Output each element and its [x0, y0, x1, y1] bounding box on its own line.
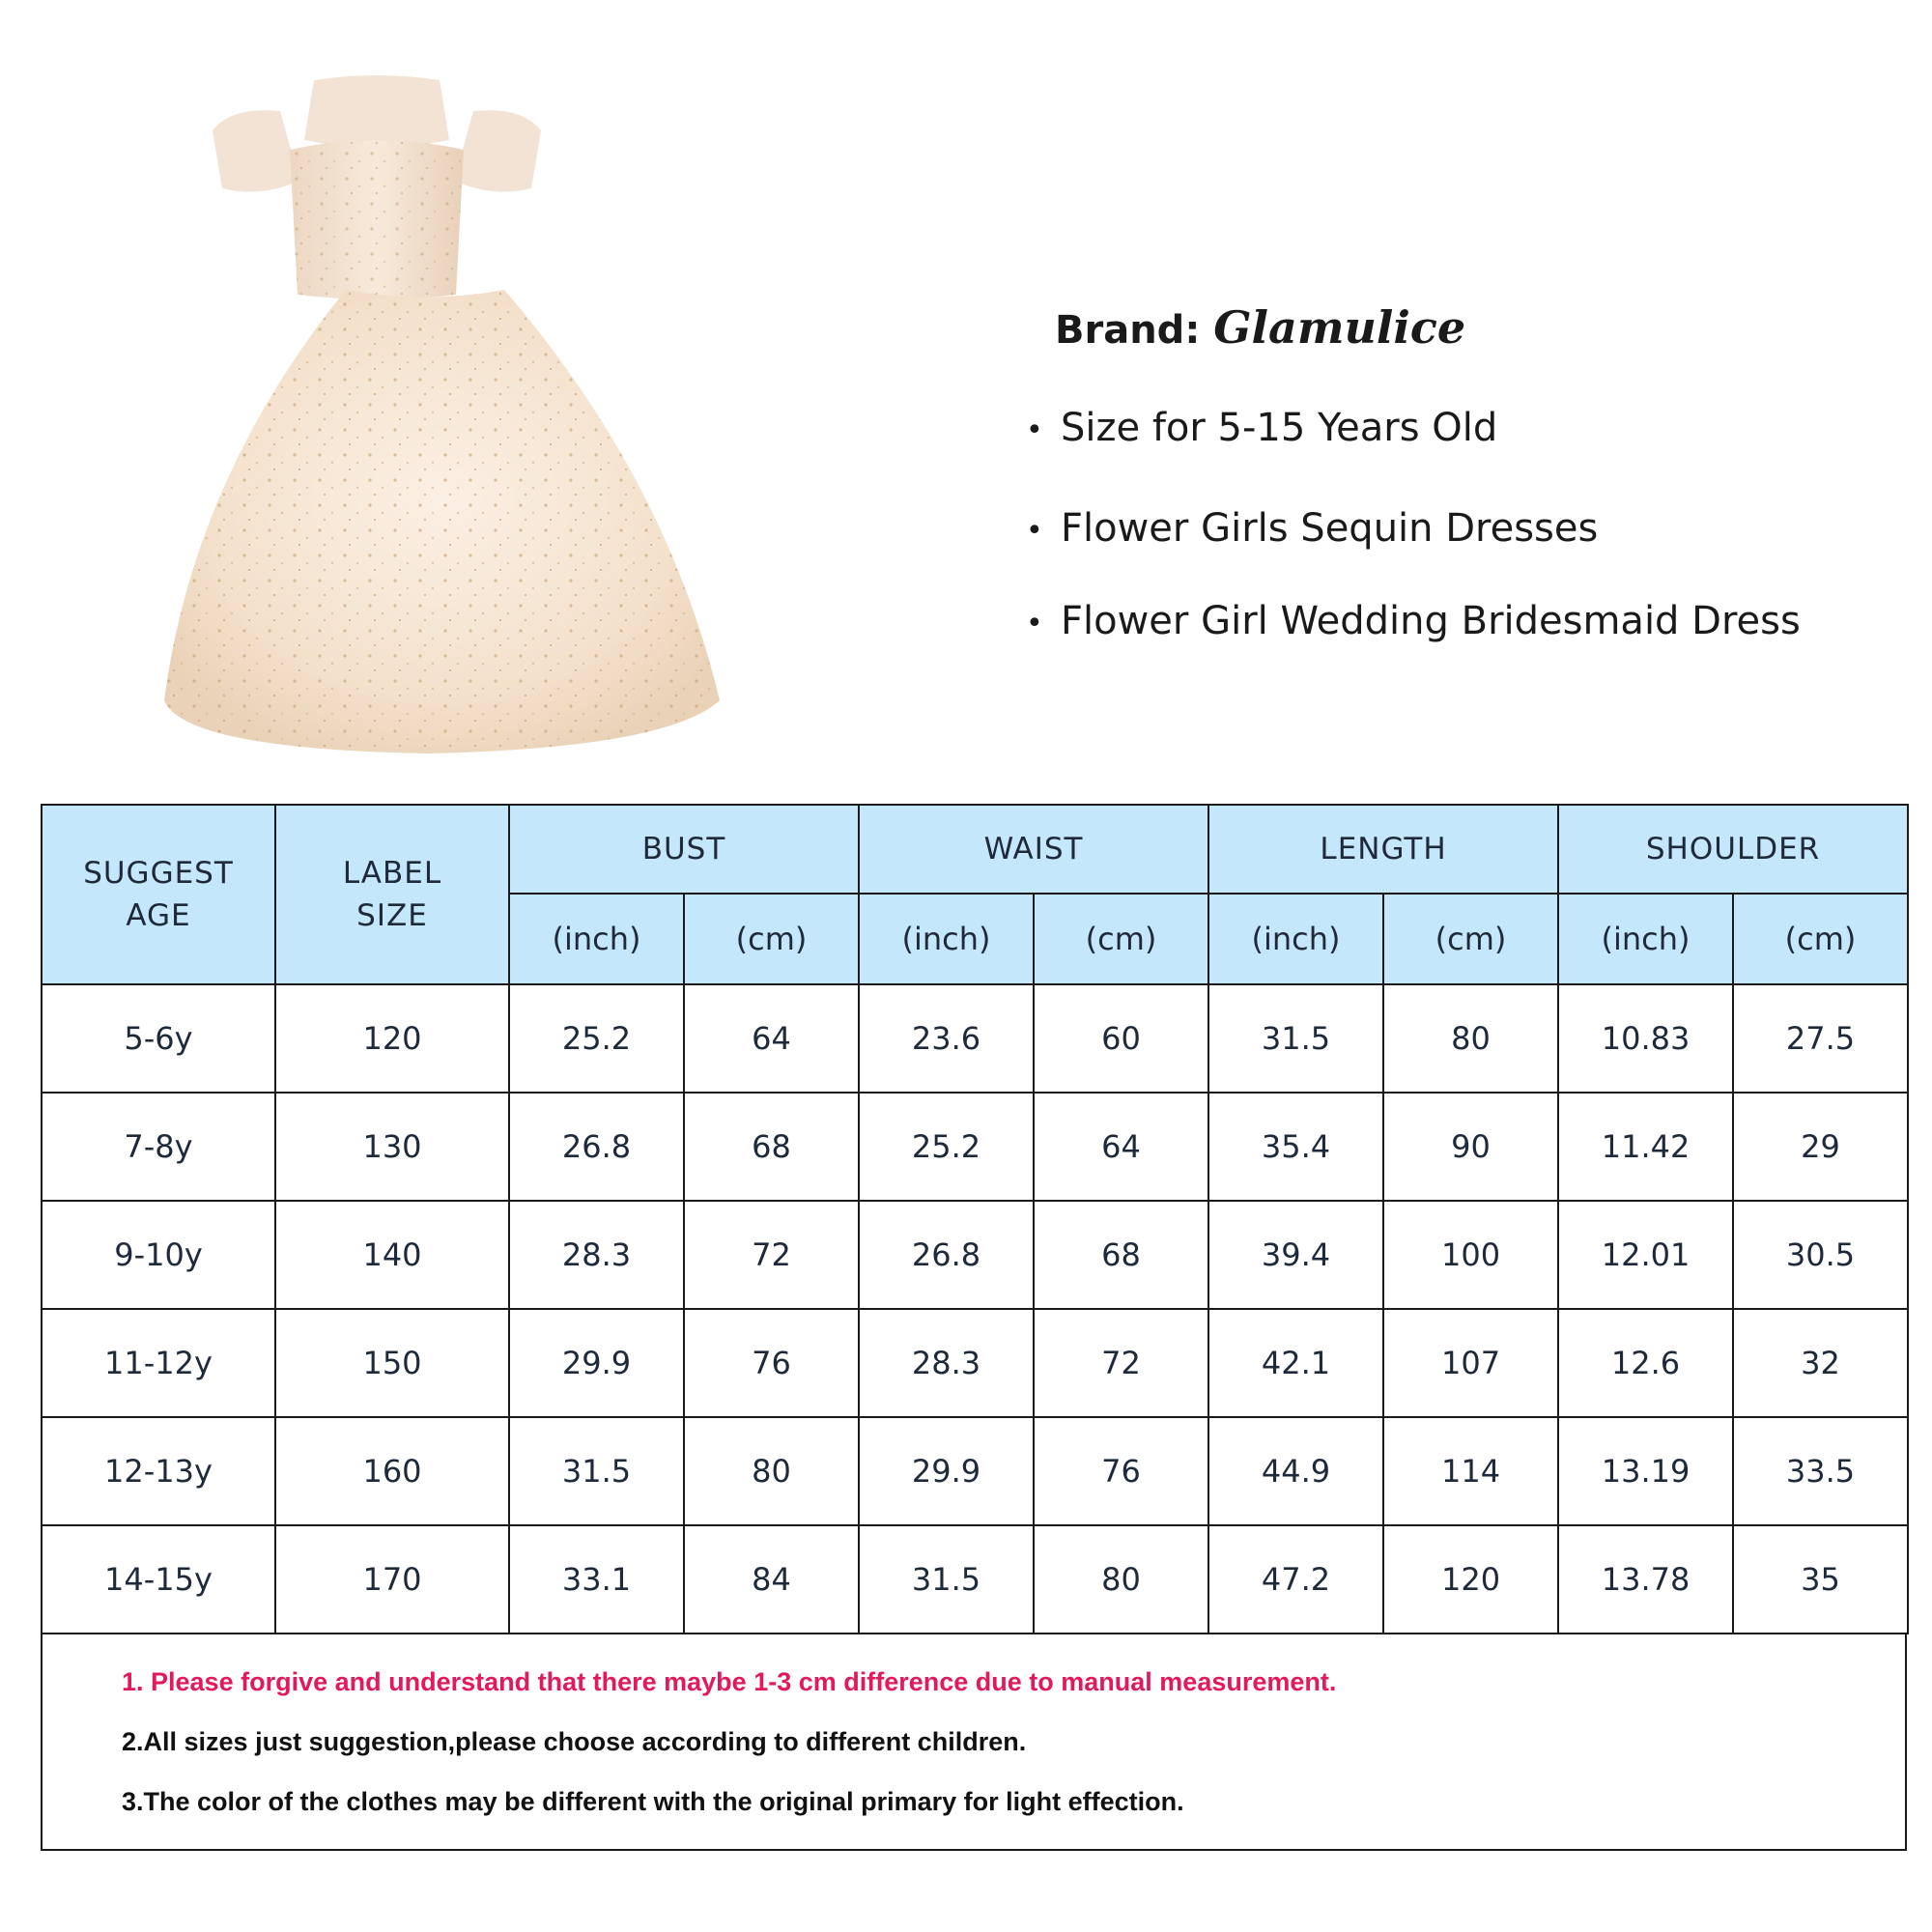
cell-label-size: 150: [275, 1309, 509, 1417]
cell-waist-inch: 23.6: [859, 984, 1034, 1093]
cell-length-inch: 35.4: [1208, 1093, 1383, 1201]
cell-shoulder-cm: 32: [1733, 1309, 1908, 1417]
cell-bust-inch: 29.9: [509, 1309, 684, 1417]
header-unit-cm: (cm): [1733, 894, 1908, 984]
header-unit-inch: (inch): [859, 894, 1034, 984]
cell-label-size: 130: [275, 1093, 509, 1201]
dress-icon: [116, 72, 773, 768]
cell-shoulder-cm: 30.5: [1733, 1201, 1908, 1309]
cell-length-cm: 90: [1383, 1093, 1558, 1201]
brand-label: Brand:: [1055, 308, 1201, 353]
cell-bust-cm: 68: [684, 1093, 859, 1201]
cell-label-size: 170: [275, 1525, 509, 1634]
cell-waist-cm: 72: [1034, 1309, 1208, 1417]
brand-line: [1055, 301, 1465, 354]
feature-item: [1026, 506, 1598, 551]
cell-length-inch: 42.1: [1208, 1309, 1383, 1417]
cell-length-cm: 114: [1383, 1417, 1558, 1525]
cell-shoulder-inch: 10.83: [1558, 984, 1733, 1093]
cell-bust-cm: 72: [684, 1201, 859, 1309]
cell-age: 9-10y: [42, 1201, 275, 1309]
cell-label-size: 120: [275, 984, 509, 1093]
cell-length-cm: 100: [1383, 1201, 1558, 1309]
header-unit-cm: (cm): [1034, 894, 1208, 984]
cell-waist-inch: 26.8: [859, 1201, 1034, 1309]
cell-length-cm: 120: [1383, 1525, 1558, 1634]
bullet-icon: •: [1026, 513, 1043, 548]
feature-item: [1026, 599, 1801, 643]
header-label-size: LABEL SIZE: [275, 805, 509, 984]
header-suggest-age: SUGGEST AGE: [42, 805, 275, 984]
cell-age: 11-12y: [42, 1309, 275, 1417]
brand-name: Glamulice: [1213, 301, 1466, 354]
cell-length-inch: 44.9: [1208, 1417, 1383, 1525]
cell-bust-cm: 76: [684, 1309, 859, 1417]
table-row: [42, 984, 1908, 1093]
cell-bust-cm: 80: [684, 1417, 859, 1525]
size-chart-table: [41, 804, 1909, 1634]
cell-age: 12-13y: [42, 1417, 275, 1525]
cell-bust-inch: 25.2: [509, 984, 684, 1093]
header-shoulder: SHOULDER: [1558, 805, 1908, 894]
cell-age: 14-15y: [42, 1525, 275, 1634]
note-suggestion: 2.All sizes just suggestion,please choose according to different children.: [122, 1727, 1027, 1756]
cell-waist-inch: 31.5: [859, 1525, 1034, 1634]
cell-shoulder-cm: 35: [1733, 1525, 1908, 1634]
cell-length-cm: 80: [1383, 984, 1558, 1093]
table-row: [42, 1525, 1908, 1634]
cell-waist-inch: 28.3: [859, 1309, 1034, 1417]
table-row: [42, 1093, 1908, 1201]
header-unit-cm: (cm): [684, 894, 859, 984]
cell-length-inch: 47.2: [1208, 1525, 1383, 1634]
feature-text: Flower Girl Wedding Bridesmaid Dress: [1061, 599, 1801, 643]
cell-shoulder-inch: 11.42: [1558, 1093, 1733, 1201]
bullet-icon: •: [1026, 412, 1043, 447]
note-measurement: 1. Please forgive and understand that there maybe 1-3 cm difference due to manual measurement.: [122, 1667, 1337, 1696]
cell-waist-cm: 80: [1034, 1525, 1208, 1634]
cell-waist-cm: 76: [1034, 1417, 1208, 1525]
cell-shoulder-inch: 13.19: [1558, 1417, 1733, 1525]
cell-length-inch: 31.5: [1208, 984, 1383, 1093]
table-row: [42, 1417, 1908, 1525]
feature-item: [1026, 406, 1497, 450]
header-unit-inch: (inch): [509, 894, 684, 984]
cell-age: 5-6y: [42, 984, 275, 1093]
header-waist: WAIST: [859, 805, 1208, 894]
cell-waist-cm: 60: [1034, 984, 1208, 1093]
cell-shoulder-cm: 27.5: [1733, 984, 1908, 1093]
cell-waist-cm: 64: [1034, 1093, 1208, 1201]
table-row: [42, 1309, 1908, 1417]
header-unit-inch: (inch): [1208, 894, 1383, 984]
header-length: LENGTH: [1208, 805, 1558, 894]
cell-length-inch: 39.4: [1208, 1201, 1383, 1309]
cell-label-size: 160: [275, 1417, 509, 1525]
cell-shoulder-inch: 13.78: [1558, 1525, 1733, 1634]
cell-bust-inch: 26.8: [509, 1093, 684, 1201]
cell-label-size: 140: [275, 1201, 509, 1309]
header-unit-inch: (inch): [1558, 894, 1733, 984]
header-unit-cm: (cm): [1383, 894, 1558, 984]
cell-bust-inch: 28.3: [509, 1201, 684, 1309]
cell-bust-cm: 84: [684, 1525, 859, 1634]
cell-waist-inch: 25.2: [859, 1093, 1034, 1201]
header-bust: BUST: [509, 805, 859, 894]
bullet-icon: •: [1026, 606, 1043, 640]
feature-text: Size for 5-15 Years Old: [1061, 406, 1498, 450]
cell-shoulder-cm: 29: [1733, 1093, 1908, 1201]
notes-box: [41, 1634, 1907, 1851]
cell-length-cm: 107: [1383, 1309, 1558, 1417]
cell-waist-inch: 29.9: [859, 1417, 1034, 1525]
feature-text: Flower Girls Sequin Dresses: [1061, 506, 1599, 551]
cell-bust-inch: 33.1: [509, 1525, 684, 1634]
cell-shoulder-cm: 33.5: [1733, 1417, 1908, 1525]
cell-bust-inch: 31.5: [509, 1417, 684, 1525]
cell-age: 7-8y: [42, 1093, 275, 1201]
cell-shoulder-inch: 12.01: [1558, 1201, 1733, 1309]
cell-bust-cm: 64: [684, 984, 859, 1093]
cell-shoulder-inch: 12.6: [1558, 1309, 1733, 1417]
cell-waist-cm: 68: [1034, 1201, 1208, 1309]
table-row: [42, 1201, 1908, 1309]
note-color: 3.The color of the clothes may be different with the original primary for light effection.: [122, 1787, 1184, 1816]
